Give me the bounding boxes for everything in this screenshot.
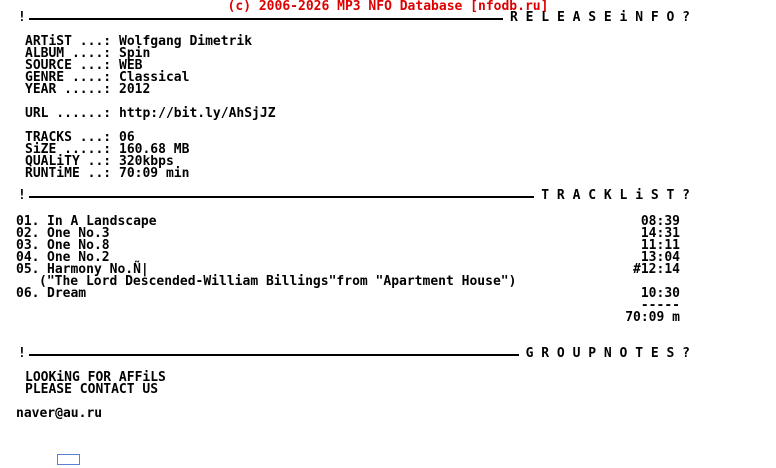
field-value-runtime: 70:09 min bbox=[119, 166, 190, 181]
track-row bbox=[16, 240, 680, 252]
track-row bbox=[16, 216, 680, 228]
track-row bbox=[16, 288, 680, 300]
track-number: 04. bbox=[16, 250, 40, 265]
track-number: 03. bbox=[16, 238, 40, 253]
field-label: URL ......: bbox=[25, 106, 112, 121]
divider-rule bbox=[29, 354, 519, 356]
track-title: Harmony No.Ñ| bbox=[47, 262, 149, 277]
groupnotes-line: PLEASE CONTACT US bbox=[25, 382, 159, 397]
track-time: 10:30 bbox=[640, 286, 680, 301]
track-title: Dream bbox=[47, 286, 87, 301]
field-value-artist: Wolfgang Dimetrik bbox=[119, 34, 253, 49]
track-time: 08:39 bbox=[640, 214, 680, 229]
track-subtitle-note: ("The Lord Descended-William Billings"from "Apartment House") bbox=[39, 274, 517, 289]
track-number: 02. bbox=[16, 226, 40, 241]
track-number: 05. bbox=[16, 262, 40, 277]
tracklist-block bbox=[16, 216, 680, 324]
info-field-year bbox=[25, 84, 276, 96]
field-value-quality: 320kbps bbox=[119, 154, 174, 169]
groupnotes-line: LOOKiNG FOR AFFiLS bbox=[25, 370, 166, 385]
field-label: TRACKS ...: bbox=[25, 130, 112, 145]
section-label-groupnotes: G R O U P N O T E S ? bbox=[525, 346, 690, 361]
divider-rule bbox=[29, 18, 503, 20]
field-label: QUALiTY ..: bbox=[25, 154, 112, 169]
section-divider-groupnotes bbox=[18, 348, 690, 360]
field-value-year: 2012 bbox=[119, 82, 151, 97]
divider-bang: ! bbox=[18, 188, 26, 203]
field-value-tracks: 06 bbox=[119, 130, 135, 145]
field-value-size: 160.68 MB bbox=[119, 142, 190, 157]
track-title: One No.2 bbox=[47, 250, 110, 265]
track-number: 06. bbox=[16, 286, 40, 301]
divider-rule bbox=[29, 196, 534, 198]
contact-email: naver@au.ru bbox=[16, 406, 103, 421]
field-label: GENRE ....: bbox=[25, 70, 112, 85]
track-title: One No.3 bbox=[47, 226, 110, 241]
divider-bang: ! bbox=[18, 346, 26, 361]
section-divider-releaseinfo bbox=[18, 12, 690, 24]
divider-bang: ! bbox=[18, 10, 26, 25]
track-number: 01. bbox=[16, 214, 40, 229]
info-field-url bbox=[25, 108, 276, 120]
field-label: ARTiST ...: bbox=[25, 34, 112, 49]
field-label: ALBUM ....: bbox=[25, 46, 112, 61]
track-title: In A Landscape bbox=[47, 214, 157, 229]
track-time: 13:04 bbox=[640, 250, 680, 265]
track-row bbox=[16, 228, 680, 240]
groupnotes-block bbox=[16, 372, 166, 420]
field-value-album: Spin bbox=[119, 46, 151, 61]
field-value-source: WEB bbox=[119, 58, 143, 73]
broken-image-placeholder-icon bbox=[57, 454, 80, 465]
section-label-releaseinfo: R E L E A S E i N F O ? bbox=[509, 10, 690, 25]
field-label: SiZE .....: bbox=[25, 142, 112, 157]
track-title: One No.8 bbox=[47, 238, 110, 253]
info-field-runtime bbox=[25, 168, 276, 180]
track-time: 14:31 bbox=[640, 226, 680, 241]
runtime-total: 70:09 m bbox=[625, 310, 680, 325]
track-time: 11:11 bbox=[640, 238, 680, 253]
page-title: (c) 2006-2026 MP3 NFO Database [nfodb.ru] bbox=[227, 0, 549, 14]
field-label: YEAR .....: bbox=[25, 82, 112, 97]
field-label: SOURCE ...: bbox=[25, 58, 112, 73]
field-value-url: http://bit.ly/AhSjJZ bbox=[119, 106, 276, 121]
field-value-genre: Classical bbox=[119, 70, 190, 85]
section-label-tracklist: T R A C K L i S T ? bbox=[541, 188, 690, 203]
runtime-total-separator: ----- bbox=[640, 298, 680, 313]
field-label: RUNTiME ..: bbox=[25, 166, 112, 181]
release-info-block bbox=[25, 36, 276, 180]
section-divider-tracklist bbox=[18, 190, 690, 202]
track-time: #12:14 bbox=[633, 262, 680, 277]
